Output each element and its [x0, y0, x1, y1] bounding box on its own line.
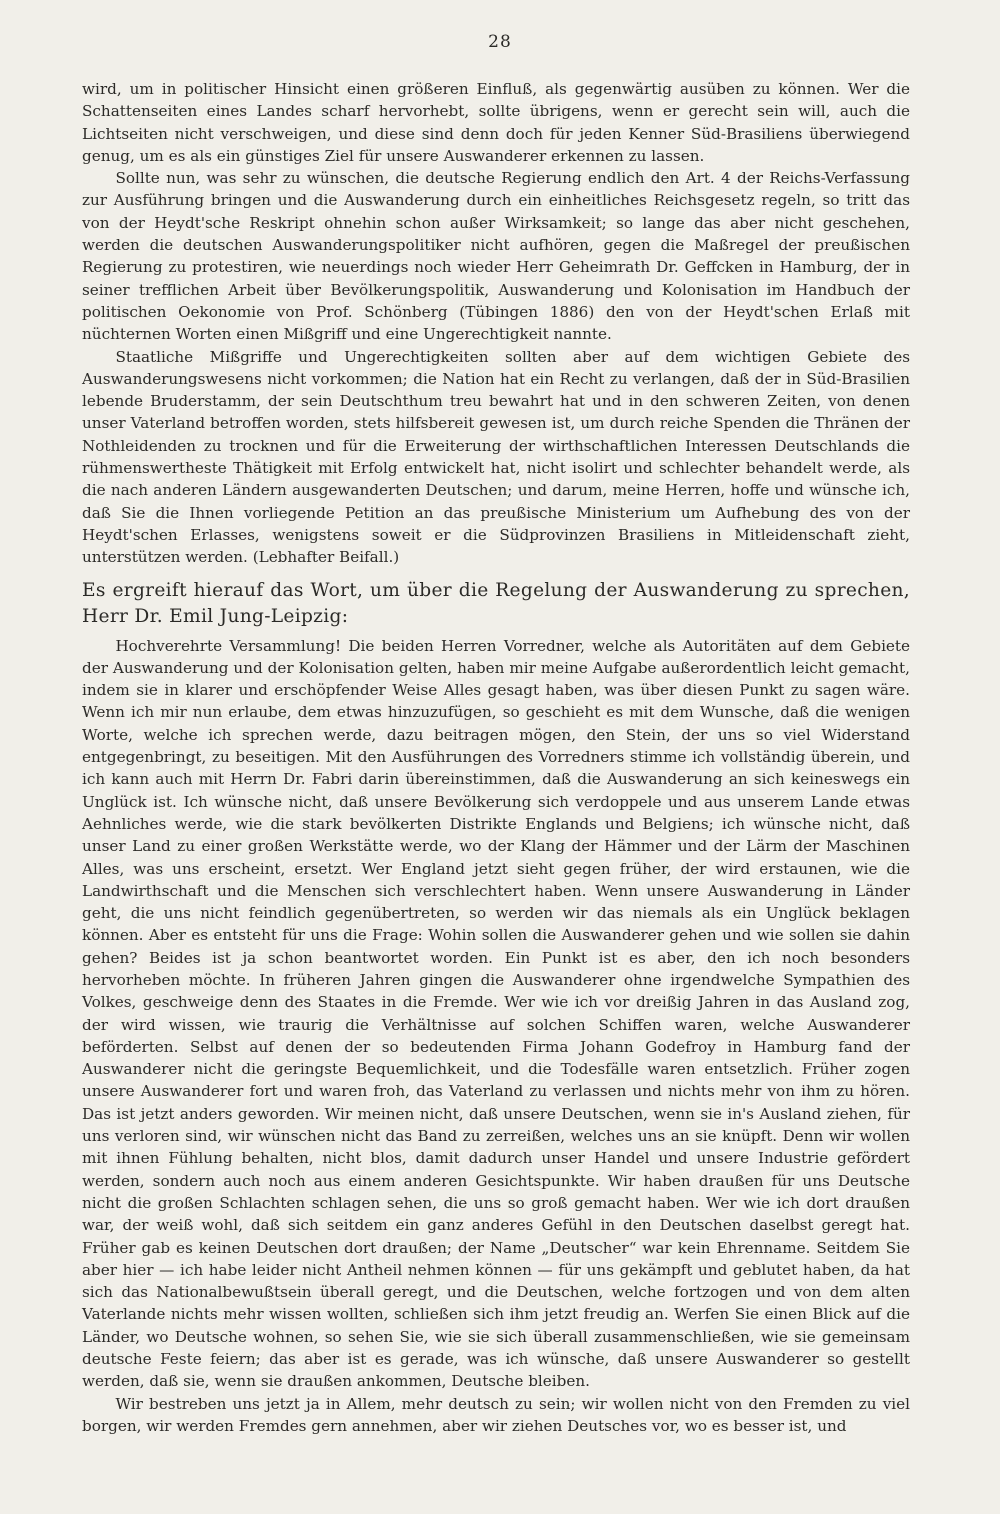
paragraph-continuation: wird, um in politischer Hinsicht einen größeren Einfluß, als gegenwärtig ausüben zu können. Wer die Schattenseiten eines Landes scharf hervorhebt, sollte übrigens, wenn er gerecht sein will, auch die Lichtseiten nicht verschweigen, und diese sind denn doch für jeden Kenner Süd-Brasiliens überwiegend genug, um es als ein günstiges Ziel für unsere Auswanderer erkennen zu lassen. — [82, 80, 910, 165]
page-number: 28 — [488, 32, 512, 52]
speaker-heading: Es ergreift hierauf das Wort, um über die Regelung der Auswanderung zu sprechen, Herr Dr. Emil Jung-Leipzig: — [82, 579, 910, 627]
body-text — [82, 78, 910, 1437]
speech-paragraph-continued: Wir bestreben uns jetzt ja in Allem, mehr deutsch zu sein; wir wollen nicht von den Fremden zu viel borgen, wir werden Fremdes gern annehmen, aber wir ziehen Deutsches vor, wo es besser ist, und — [82, 1394, 910, 1435]
speech-paragraph: Hochverehrte Versammlung! Die beiden Herren Vorredner, welche als Autoritäten auf dem Gebiete der Auswanderung und der Kolonisation gelten, haben mir meine Aufgabe außerordentlich leicht gemacht, indem sie in klarer und erschöpfender Weise Alles gesagt haben, was über diesen Punkt zu sagen wäre. Wenn ich mir nun erlaube, dem etwas hinzuzufügen, so geschieht es mit dem Wunsche, daß die wenigen Worte, welche ich sprechen werde, dazu beitragen mögen, den Stein, der uns so viel Widerstand entgegenbringt, zu beseitigen. Mit den Ausführungen des Vorredners stimme ich vollständig überein, und ich kann auch mit Herrn Dr. Fabri darin übereinstimmen, daß die Auswanderung an sich keineswegs ein Unglück ist. Ich wünsche nicht, daß unsere Bevölkerung sich verdoppele und aus unserem Lande etwas Aehnliches werde, wie die stark bevölkerten Distrikte Englands und Belgiens; ich wünsche nicht, daß unser Land zu einer großen Werkstätte werde, wo der Klang der Hämmer und der Lärm der Maschinen Alles, was uns erscheint, ersetzt. Wer England jetzt sieht gegen früher, der wird erstaunen, wie die Landwirthschaft und die Menschen sich verschlechtert haben. Wenn unsere Auswanderung in Länder geht, die uns nicht feindlich gegenübertreten, so werden wir das niemals als ein Unglück beklagen können. Aber es entsteht für uns die Frage: Wohin sollen die Auswanderer gehen und wie sollen sie dahin gehen? Beides ist ja schon beantwortet worden. Ein Punkt ist es aber, den ich noch besonders hervorheben möchte. In früheren Jahren gingen die Auswanderer ohne irgendwelche Sympathien des Volkes, geschweige denn des Staates in die Fremde. Wer wie ich vor dreißig Jahren in das Ausland zog, der wird wissen, wie traurig die Verhältnisse auf solchen Schiffen waren, welche Auswanderer beförderten. Selbst auf denen der so bedeutenden Firma Johann Godefroy in Hamburg fand der Auswanderer nicht die geringste Bequemlichkeit, und die Todesfälle waren entsetzlich. Früher zogen unsere Auswanderer fort und waren froh, das Vaterland zu verlassen und nichts mehr von ihm zu hören. Das ist jetzt anders geworden. Wir meinen nicht, daß unsere Deutschen, wenn sie in's Ausland ziehen, für uns verloren sind, wir wünschen nicht das Band zu zerreißen, welches uns an sie knüpft. Denn wir wollen mit ihnen Fühlung behalten, nicht blos, damit dadurch unser Handel und unsere Industrie gefördert werden, sondern auch noch aus einem anderen Gesichtspunkte. Wir haben draußen für uns Deutsche nicht die großen Schlachten schlagen sehen, die uns so groß gemacht haben. Wer wie ich dort draußen war, der weiß wohl, daß sich seitdem ein ganz anderes Gefühl in den Deutschen daselbst geregt hat. Früher gab es keinen Deutschen dort draußen; der Name „Deutscher“ war kein Ehrenname. Seitdem Sie aber hier — ich habe leider nicht Antheil nehmen können — für uns gekämpft und geblutet haben, da hat sich das Nationalbewußtsein überall geregt, und die Deutschen, welche fortzogen und von dem alten Vaterlande nichts mehr wissen wollten, schließen sich ihm jetzt freudig an. Werfen Sie einen Blick auf die Länder, wo Deutsche wohnen, so sehen Sie, wie sie sich überall zusammenschließen, wie sie gemeinsam deutsche Feste feiern; das aber ist es gerade, was ich wünsche, daß unsere Auswanderer so gestellt werden, daß sie, wenn sie draußen ankommen, Deutsche bleiben. — [82, 636, 910, 1391]
paragraph-reichsverfassung: Sollte nun, was sehr zu wünschen, die deutsche Regierung endlich den Art. 4 der Reichs-Verfassung zur Ausführung bringen und die Auswanderung durch ein einheitliches Reichsgesetz regeln, so tritt das von der Heydt'sche Reskript ohnehin schon außer Wirksamkeit; so lange das aber nicht geschehen, werden die deutschen Auswanderungspolitiker nicht aufhören, gegen die Maßregel der preußischen Regierung zu protestiren, wie neuerdings noch wieder Herr Geheimrath Dr. Geffcken in Hamburg, der in seiner trefflichen Arbeit über Bevölkerungspolitik, Auswanderung und Kolonisation im Handbuch der politischen Oekonomie von Prof. Schönberg (Tübingen 1886) den von der Heydt'schen Erlaß mit nüchternen Worten einen Mißgriff und eine Ungerechtigkeit nannte. — [82, 169, 910, 344]
paragraph-missgriffe: Staatliche Mißgriffe und Ungerechtigkeiten sollten aber auf dem wichtigen Gebiete des Auswanderungswesens nicht vorkommen; die Nation hat ein Recht zu verlangen, daß der in Süd-Brasilien lebende Bruderstamm, der sein Deutschthum treu bewahrt hat und in den schweren Zeiten, von denen unser Vaterland betroffen worden, stets hilfsbereit gewesen ist, um durch reiche Spenden die Thränen der Nothleidenden zu trocknen und für die Erweiterung der wirthschaftlichen Interessen Deutschlands die rühmenswertheste Thätigkeit mit Erfolg entwickelt hat, nicht isolirt und schlechter behandelt werde, als die nach anderen Ländern ausgewanderten Deutschen; und darum, meine Herren, hoffe und wünsche ich, daß Sie die Ihnen vorliegende Petition an das preußische Ministerium um Aufhebung des von der Heydt'schen Erlasses, wenigstens soweit er die Südprovinzen Brasiliens in Mitleidenschaft zieht, unterstützen werden. (Lebhafter Beifall.) — [82, 347, 910, 567]
